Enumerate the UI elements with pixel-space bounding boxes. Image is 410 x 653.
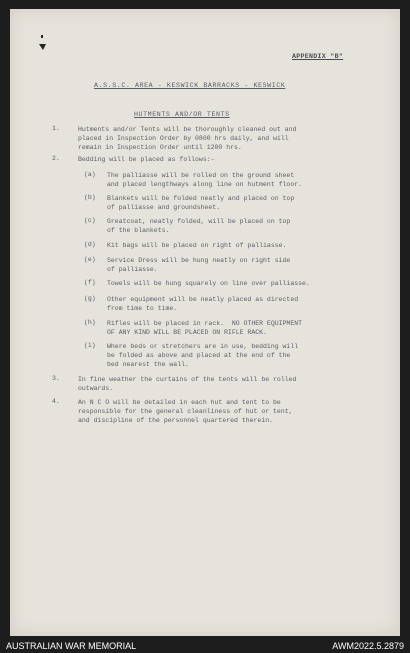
item-number: 1.: [52, 125, 60, 132]
subitem-letter: (f): [84, 279, 96, 286]
item-text-line: outwards.: [78, 385, 114, 392]
subitem-text-line: Towels will be hung squarely on line over palliasse.: [107, 280, 310, 287]
subitem-letter: (b): [84, 194, 96, 201]
file-hole-mark-icon: [38, 35, 47, 51]
subitem-letter: (c): [84, 217, 96, 224]
item-text-line: remain in Inspection Order until 1200 hrs.: [78, 144, 242, 151]
subitem-text-line: of the blankets.: [107, 227, 170, 234]
subitem-text-line: from time to time.: [107, 305, 178, 312]
item-text-line: and discipline of the personnel quartered therein.: [78, 417, 274, 424]
item-text-line: Hutments and/or Tents will be thoroughly cleaned out and: [78, 126, 297, 133]
item-text-line: In fine weather the curtains of the tents will be rolled: [78, 376, 297, 383]
item-number: 2.: [52, 155, 60, 162]
subitem-letter: (g): [84, 295, 96, 302]
subitem-letter: (a): [84, 171, 96, 178]
item-number: 3.: [52, 375, 60, 382]
subitem-text-line: and placed lengthways along line on hutment floor.: [107, 181, 303, 188]
subitem-text-line: Service Dress will be hung neatly on right side: [107, 257, 291, 264]
subitem-text-line: of palliasse.: [107, 266, 158, 273]
item-text-line: An N C O will be detailed in each hut and tent to be: [78, 399, 281, 406]
document-title: A.S.S.C. AREA - KESWICK BARRACKS - KESWICK: [94, 82, 286, 89]
subitem-letter: (i): [84, 342, 96, 349]
document-page: [10, 9, 400, 636]
subitem-text-line: Other equipment will be neatly placed as directed: [107, 296, 299, 303]
subitem-text-line: Kit bags will be placed on right of palliasse.: [107, 242, 287, 249]
subitem-letter: (d): [84, 241, 96, 248]
item-text-line: placed in Inspection Order by 0800 hrs daily, and will: [78, 135, 289, 142]
subitem-text-line: Where beds or stretchers are in use, bedding will: [107, 343, 299, 350]
appendix-label: APPENDIX "B": [292, 53, 344, 60]
subitem-text-line: Rifles will be placed in rack. NO OTHER EQUIPMENT: [107, 320, 303, 327]
document-subtitle: HUTMENTS AND/OR TENTS: [134, 111, 230, 118]
accession-number: AWM2022.5.2879: [332, 641, 404, 651]
subitem-text-line: Greatcoat, neatly folded, will be placed on top: [107, 218, 291, 225]
item-text-line: Bedding will be placed as follows:-: [78, 156, 215, 163]
subitem-text-line: OF ANY KIND WILL BE PLACED ON RIFLE RACK.: [107, 329, 267, 336]
subitem-text-line: Blankets will be folded neatly and placed on top: [107, 195, 295, 202]
subitem-letter: (e): [84, 256, 96, 263]
subitem-text-line: bed nearest the wall.: [107, 361, 189, 368]
subitem-text-line: of palliasse and groundsheet.: [107, 204, 221, 211]
archive-name: AUSTRALIAN WAR MEMORIAL: [6, 641, 137, 651]
subitem-text-line: The palliasse will be rolled on the ground sheet: [107, 172, 295, 179]
subitem-text-line: be folded as above and placed at the end of the: [107, 352, 291, 359]
archive-footer: [0, 639, 410, 653]
subitem-letter: (h): [84, 319, 96, 326]
item-number: 4.: [52, 398, 60, 405]
item-text-line: responsible for the general cleanliness of hut or tent,: [78, 408, 293, 415]
